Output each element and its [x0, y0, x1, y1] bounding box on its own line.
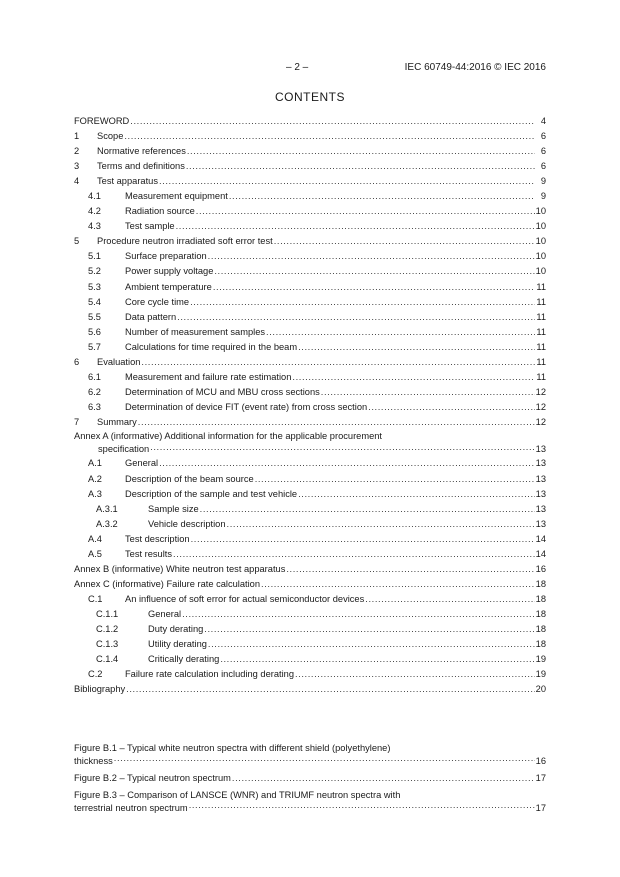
toc-entry-power-supply-voltage[interactable] [74, 264, 546, 279]
toc-number: 1 [74, 131, 80, 142]
toc-number: C.1.2 [96, 624, 119, 634]
toc-number: 5.6 [88, 326, 101, 337]
toc-entry-a4-test-description[interactable] [74, 532, 546, 547]
toc-label: Critically derating [148, 654, 220, 665]
dot-leader [261, 577, 535, 592]
toc-label: Bibliography [74, 684, 126, 695]
list-of-figures [74, 742, 546, 814]
toc-number: A.2 [88, 473, 102, 484]
toc-number: A.4 [88, 533, 102, 544]
toc-entry-terms-and-definitions[interactable] [74, 159, 546, 174]
toc-number: C.1.4 [96, 654, 119, 665]
toc-entry-calculations-time[interactable] [74, 340, 546, 355]
toc-label: Description of the beam source [125, 473, 254, 484]
toc-page: 20 [535, 684, 546, 695]
figure-entry-b3-continued[interactable] [74, 802, 546, 815]
toc-page: 18 [535, 578, 546, 589]
toc-label: FOREWORD [74, 116, 130, 126]
page-title: CONTENTS [275, 90, 345, 104]
toc-number: 2 [74, 146, 80, 157]
page-number: – 2 – [286, 62, 309, 73]
dot-leader [173, 547, 535, 562]
toc-number: 6.2 [88, 386, 101, 397]
toc-entry-a5-test-results[interactable] [74, 547, 546, 562]
toc-entry-test-apparatus[interactable] [74, 174, 546, 189]
dot-leader [274, 234, 535, 249]
dot-leader [187, 144, 535, 159]
toc-page: 9 [540, 191, 546, 202]
toc-number: 5.1 [88, 251, 101, 262]
toc-number: 5.2 [88, 266, 101, 277]
figure-label: Figure B.1 – Typical white neutron spectra with different shield (polyethylene) [74, 743, 391, 753]
toc-number: 6.1 [88, 371, 101, 382]
dot-leader [124, 129, 535, 144]
page-header [0, 62, 620, 76]
toc-page: 6 [540, 161, 546, 172]
dot-leader [177, 310, 535, 325]
toc-entry-c1-3-utility-derating[interactable] [74, 637, 546, 652]
toc-label: Procedure neutron irradiated soft error test [97, 236, 273, 247]
toc-label: Sample size [148, 503, 199, 514]
dot-leader [321, 385, 535, 400]
dot-leader [286, 562, 534, 577]
dot-leader [190, 295, 535, 310]
toc-label: Test apparatus [97, 176, 158, 187]
toc-page: 16 [535, 563, 546, 574]
toc-label: Calculations for time required in the beam [125, 341, 298, 352]
toc-entry-a2-beam-source[interactable] [74, 472, 546, 487]
toc-page: 13 [535, 443, 546, 454]
toc-label: Determination of MCU and MBU cross sections [125, 386, 320, 397]
toc-page: 13 [535, 503, 546, 514]
dot-leader [204, 622, 534, 637]
toc-page: 11 [536, 371, 546, 382]
toc-page: 11 [536, 296, 546, 307]
toc-number: 6 [74, 356, 80, 367]
toc-page: 11 [536, 356, 546, 367]
toc-entry-annex-b[interactable] [74, 562, 546, 577]
dot-leader [186, 159, 535, 174]
toc-label: Core cycle time [125, 296, 190, 307]
dot-leader [227, 517, 535, 532]
toc-entry-measurement-failure-rate[interactable] [74, 370, 546, 385]
toc-entry-summary[interactable] [74, 415, 546, 430]
toc-entry-surface-preparation[interactable] [74, 249, 546, 264]
toc-number: 4.3 [88, 221, 101, 232]
dot-leader [126, 682, 534, 697]
toc-page: 18 [535, 639, 546, 650]
figure-label: Figure B.2 – Typical neutron spectrum [74, 772, 231, 783]
toc-entry-core-cycle-time[interactable] [74, 295, 546, 310]
toc-label: Failure rate calculation including derating [125, 669, 294, 680]
toc-page: 11 [536, 341, 546, 352]
dot-leader [229, 189, 535, 204]
toc-page: 14 [535, 548, 546, 559]
dot-leader [213, 280, 535, 295]
toc-label: Measurement and failure rate estimation [125, 371, 292, 382]
toc-page: 10 [535, 221, 546, 232]
dot-leader [295, 667, 535, 682]
toc-page: 18 [535, 593, 546, 604]
toc-number: 4 [74, 176, 80, 187]
toc-number: C.1.3 [96, 639, 119, 650]
toc-label: Test sample [125, 221, 175, 232]
toc-page: 13 [535, 458, 546, 469]
toc-page: 12 [535, 386, 546, 397]
toc-number: C.1 [88, 593, 103, 604]
toc-label: Data pattern [125, 311, 177, 322]
toc-page: 18 [535, 624, 546, 634]
toc-number: 4.2 [88, 206, 101, 217]
toc-page: 11 [536, 326, 546, 337]
toc-entry-foreword[interactable] [74, 114, 546, 129]
toc-page: 12 [535, 401, 546, 412]
toc-label: Evaluation [97, 356, 141, 367]
toc-label: Measurement equipment [125, 191, 228, 202]
toc-label: Utility derating [148, 639, 207, 650]
toc-page: 9 [540, 176, 546, 187]
dot-leader [298, 487, 535, 502]
toc-number: 4.1 [88, 191, 101, 202]
toc-page: 10 [535, 266, 546, 277]
figure-page: 16 [535, 756, 546, 766]
toc-label: Number of measurement samples [125, 326, 266, 337]
toc-label: Normative references [97, 146, 186, 157]
toc-label: Annex B (informative) White neutron test apparatus [74, 563, 286, 574]
toc-label: Ambient temperature [125, 281, 212, 292]
dot-leader [292, 370, 535, 385]
toc-label: Power supply voltage [125, 266, 214, 277]
toc-label: Surface preparation [125, 251, 207, 262]
toc-label: Scope [97, 131, 124, 142]
toc-label: Description of the sample and test vehicle [125, 488, 298, 499]
toc-entry-measurement-equipment[interactable] [74, 189, 546, 204]
dot-leader [159, 174, 535, 189]
toc-number: 7 [74, 416, 80, 427]
toc-entry-radiation-source[interactable] [74, 204, 546, 219]
dot-leader [255, 472, 535, 487]
toc-label: Annex A (informative) Additional information for the applicable procurement [74, 430, 382, 441]
dot-leader [232, 771, 535, 786]
figure-page: 17 [535, 772, 546, 783]
toc-number: C.2 [88, 669, 103, 680]
dot-leader [191, 532, 535, 547]
toc-entry-a3-2-vehicle-description[interactable] [74, 517, 546, 532]
dot-leader [266, 325, 535, 340]
dot-leader [189, 799, 535, 814]
toc-entry-number-of-samples[interactable] [74, 325, 546, 340]
toc-entry-normative-references[interactable] [74, 144, 546, 159]
toc-page: 13 [535, 488, 546, 499]
dot-leader [176, 219, 535, 234]
toc-page: 6 [540, 146, 546, 157]
toc-entry-annex-a-continued[interactable] [74, 443, 546, 457]
figure-entry-b1-continued[interactable] [74, 755, 546, 768]
toc-number: C.1.1 [96, 608, 119, 619]
toc-entry-data-pattern[interactable] [74, 310, 546, 325]
toc-page: 13 [535, 518, 546, 529]
toc-number: 5.5 [88, 311, 101, 322]
dot-leader [159, 456, 535, 471]
toc-page: 19 [535, 654, 546, 665]
toc-number: 5.4 [88, 296, 101, 307]
toc-entry-a3-1-sample-size[interactable] [74, 502, 546, 517]
toc-entry-annex-c[interactable] [74, 577, 546, 592]
toc-number: A.3.1 [96, 503, 118, 514]
toc-label: Radiation source [125, 206, 195, 217]
toc-number: 6.3 [88, 401, 101, 412]
toc-number: 5.7 [88, 341, 101, 352]
toc-page: 10 [535, 251, 546, 262]
toc-entry-a1-general[interactable] [74, 456, 546, 471]
figure-label: Figure B.3 – Comparison of LANSCE (WNR) and TRIUMF neutron spectra with [74, 789, 401, 800]
toc-label: Summary [97, 416, 137, 427]
figure-page: 17 [535, 802, 546, 813]
dot-leader [208, 637, 535, 652]
toc-number: A.5 [88, 548, 102, 559]
dot-leader [141, 355, 535, 370]
toc-page: 19 [535, 669, 546, 680]
toc-label: Duty derating [148, 624, 204, 634]
standard-identifier: IEC 60749-44:2016 © IEC 2016 [404, 62, 546, 73]
toc-label: Test description [125, 533, 190, 544]
dot-leader [114, 752, 535, 767]
toc-page: 11 [536, 311, 546, 322]
toc-entry-c1-influence[interactable] [74, 592, 546, 607]
toc-page: 18 [535, 608, 546, 619]
toc-entry-c2-failure-rate[interactable] [74, 667, 546, 682]
toc-label: Annex C (informative) Failure rate calculation [74, 578, 261, 589]
toc-label: An influence of soft error for actual semiconductor devices [125, 593, 365, 604]
dot-leader [138, 415, 535, 430]
toc-entry-mcu-mbu[interactable] [74, 385, 546, 400]
toc-entry-evaluation[interactable] [74, 355, 546, 370]
dot-leader [214, 264, 534, 279]
toc-entry-ambient-temperature[interactable] [74, 280, 546, 295]
toc-label: Test results [125, 548, 173, 559]
dot-leader [200, 502, 535, 517]
toc-entry-c1-1-general[interactable] [74, 607, 546, 622]
figure-entry-b2[interactable] [74, 771, 546, 786]
toc-page: 10 [535, 206, 546, 217]
dot-leader [182, 607, 535, 622]
toc-entry-c1-4-critically-derating[interactable] [74, 652, 546, 667]
toc-label: Terms and definitions [97, 161, 185, 172]
toc-number: 5.3 [88, 281, 101, 292]
dot-leader [150, 441, 534, 456]
toc-label: specification [98, 443, 150, 454]
dot-leader [208, 249, 535, 264]
toc-entry-procedure[interactable] [74, 234, 546, 249]
figure-label: thickness [74, 756, 113, 766]
toc-entry-device-fit[interactable] [74, 400, 546, 415]
toc-number: A.3 [88, 488, 102, 499]
dot-leader [196, 204, 535, 219]
toc-entry-test-sample[interactable] [74, 219, 546, 234]
toc-label: Vehicle description [148, 518, 226, 529]
toc-number: A.1 [88, 458, 102, 469]
toc-entry-bibliography[interactable] [74, 682, 546, 697]
toc-label: Determination of device FIT (event rate) from cross section [125, 401, 368, 412]
dot-leader [298, 340, 535, 355]
toc-number: 3 [74, 161, 80, 172]
toc-number: 5 [74, 236, 80, 247]
table-of-contents [74, 114, 546, 697]
dot-leader [220, 652, 534, 667]
toc-entry-c1-2-duty-derating[interactable] [74, 622, 546, 637]
dot-leader [368, 400, 535, 415]
dot-leader [130, 114, 535, 129]
toc-number: A.3.2 [96, 518, 118, 529]
toc-page: 10 [535, 236, 546, 247]
toc-label: General [125, 458, 159, 469]
toc-page: 12 [535, 416, 546, 427]
toc-entry-scope[interactable] [74, 129, 546, 144]
toc-page: 6 [540, 131, 546, 142]
figure-label: terrestrial neutron spectrum [74, 802, 188, 813]
toc-page: 13 [535, 473, 546, 484]
toc-label: General [148, 608, 182, 619]
toc-page: 14 [535, 533, 546, 544]
toc-page: 4 [540, 116, 546, 126]
toc-entry-a3-sample-vehicle[interactable] [74, 487, 546, 502]
toc-page: 11 [536, 281, 546, 292]
dot-leader [365, 592, 534, 607]
